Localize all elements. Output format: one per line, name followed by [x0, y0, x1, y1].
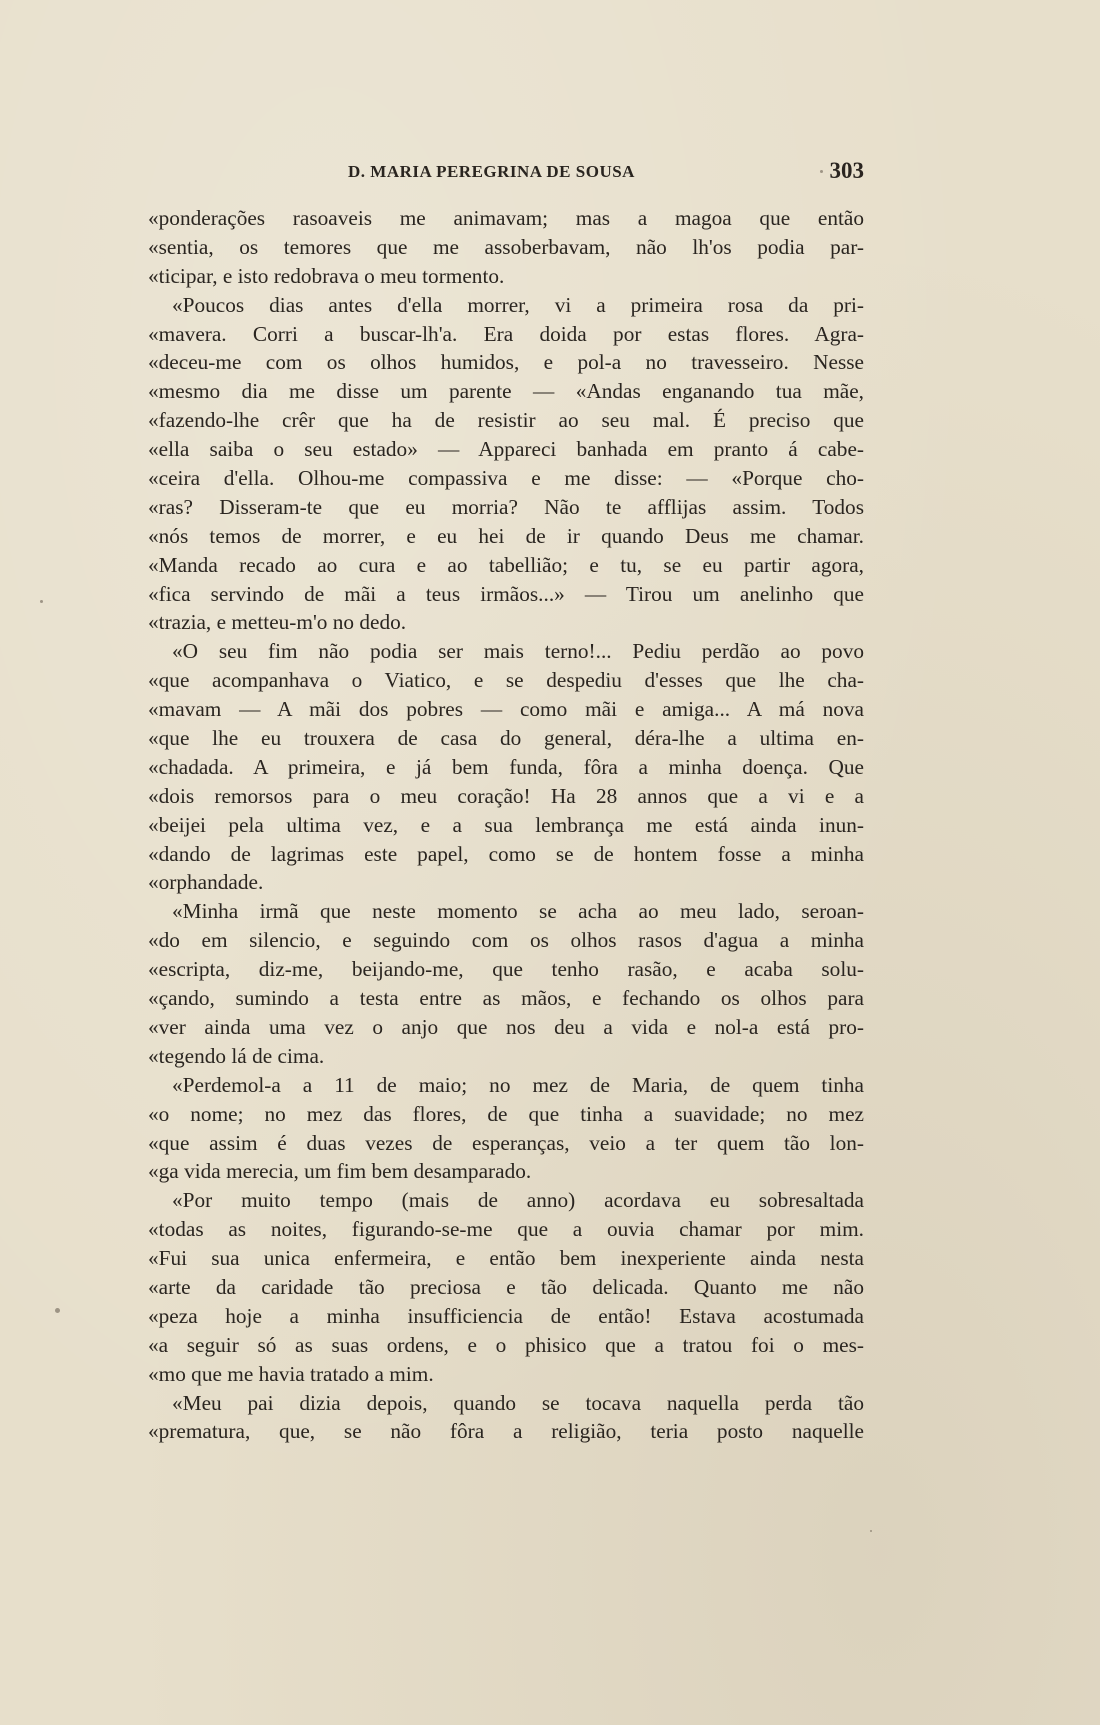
text-line: «que acompanhava o Viatico, e se despediu d'esses que lhe cha- [148, 668, 864, 693]
text-line: «ceira d'ella. Olhou-me compassiva e me disse: — «Porque cho- [148, 466, 864, 491]
text-line: «arte da caridade tão preciosa e tão delicada. Quanto me não [148, 1274, 864, 1299]
text-line: «sentia, os temores que me assoberbavam, não lh'os podia par- [148, 234, 864, 259]
text-line: «ella saiba o seu estado» — Appareci banhada em pranto á cabe- [148, 437, 864, 462]
running-title: D. MARIA PEREGRINA DE SOUSA [348, 162, 635, 181]
text-line: «deceu-me com os olhos humidos, e pol-a no travesseiro. Nesse [148, 350, 864, 375]
text-line: «mavera. Corri a buscar-lh'a. Era doida por estas flores. Agra- [148, 321, 864, 346]
text-line: «todas as noites, figurando-se-me que a ouvia chamar por mim. [148, 1217, 864, 1242]
text-line: «Meu pai dizia depois, quando se tocava naquella perda tão [172, 1390, 864, 1415]
text-line: «que lhe eu trouxera de casa do general, déra-lhe a ultima en- [148, 726, 864, 751]
text-line: «trazia, e metteu-m'o no dedo. [148, 610, 407, 635]
paper-speck [40, 600, 43, 603]
text-line: «nós temos de morrer, e eu hei de ir quando Deus me chamar. [148, 523, 864, 548]
text-line: «ticipar, e isto redobrava o meu tormento. [148, 263, 505, 288]
text-line: «o nome; no mez das flores, de que tinha a suavidade; no mez [148, 1101, 864, 1126]
text-line: «fazendo-lhe crêr que ha de resistir ao seu mal. É preciso que [148, 408, 864, 433]
text-line: «beijei pela ultima vez, e a sua lembrança me está ainda inun- [148, 812, 864, 837]
text-line: «orphandade. [148, 870, 264, 895]
text-line: «ver ainda uma vez o anjo que nos deu a vida e nol-a está pro- [148, 1014, 864, 1039]
paper-speck [870, 1530, 872, 1532]
text-line: «Fui sua unica enfermeira, e então bem inexperiente ainda nesta [148, 1246, 864, 1271]
text-line: «fica servindo de mãi a teus irmãos...» — Tirou um anelinho que [148, 581, 864, 606]
text-line: «ponderações rasoaveis me animavam; mas a magoa que então [148, 206, 864, 230]
text-line: «mo que me havia tratado a mim. [148, 1361, 434, 1386]
text-line: «do em silencio, e seguindo com os olhos rasos d'agua a minha [148, 928, 864, 953]
text-line: «a seguir só as suas ordens, e o phisico que a tratou foi o mes- [148, 1332, 864, 1357]
text-line: «ras? Disseram-te que eu morria? Não te afflijas assim. Todos [148, 494, 864, 519]
text-line: «mavam — A mãi dos pobres — como mãi e amiga... A má nova [148, 697, 864, 722]
text-line: «que assim é duas vezes de esperanças, veio a ter quem tão lon- [148, 1130, 864, 1155]
text-line: «dois remorsos para o meu coração! Ha 28 annos que a vi e a [148, 783, 864, 808]
text-line: «prematura, que, se não fôra a religião, teria posto naquelle [148, 1419, 864, 1444]
text-line: «dando de lagrimas este papel, como se de hontem fosse a minha [148, 841, 864, 866]
text-line: «O seu fim não podia ser mais terno!... Pediu perdão ao povo [172, 639, 864, 664]
paper-speck [820, 170, 823, 173]
paper-speck [55, 1308, 60, 1313]
body-text [148, 204, 864, 1446]
text-line: «ga vida merecia, um fim bem desamparado. [148, 1159, 532, 1184]
text-line: «peza hoje a minha insufficiencia de então! Estava acostumada [148, 1303, 864, 1328]
text-line: «chadada. A primeira, e já bem funda, fôra a minha doença. Que [148, 754, 864, 779]
text-line: «çando, sumindo a testa entre as mãos, e fechando os olhos para [148, 986, 864, 1011]
text-line: «Poucos dias antes d'ella morrer, vi a primeira rosa da pri- [172, 292, 864, 317]
running-head [148, 160, 864, 190]
text-line: «mesmo dia me disse um parente — «Andas enganando tua mãe, [148, 379, 864, 404]
text-line: «Minha irmã que neste momento se acha ao meu lado, seroan- [172, 899, 864, 924]
text-line: «escripta, diz-me, beijando-me, que tenho rasão, e acaba solu- [148, 957, 864, 982]
page-number: 303 [829, 158, 864, 183]
text-line: «Por muito tempo (mais de anno) acordava eu sobresaltada [172, 1188, 864, 1213]
text-line: «Perdemol-a a 11 de maio; no mez de Maria, de quem tinha [172, 1072, 864, 1097]
text-line: «tegendo lá de cima. [148, 1043, 325, 1068]
text-line: «Manda recado ao cura e ao tabellião; e tu, se eu partir agora, [148, 552, 864, 577]
